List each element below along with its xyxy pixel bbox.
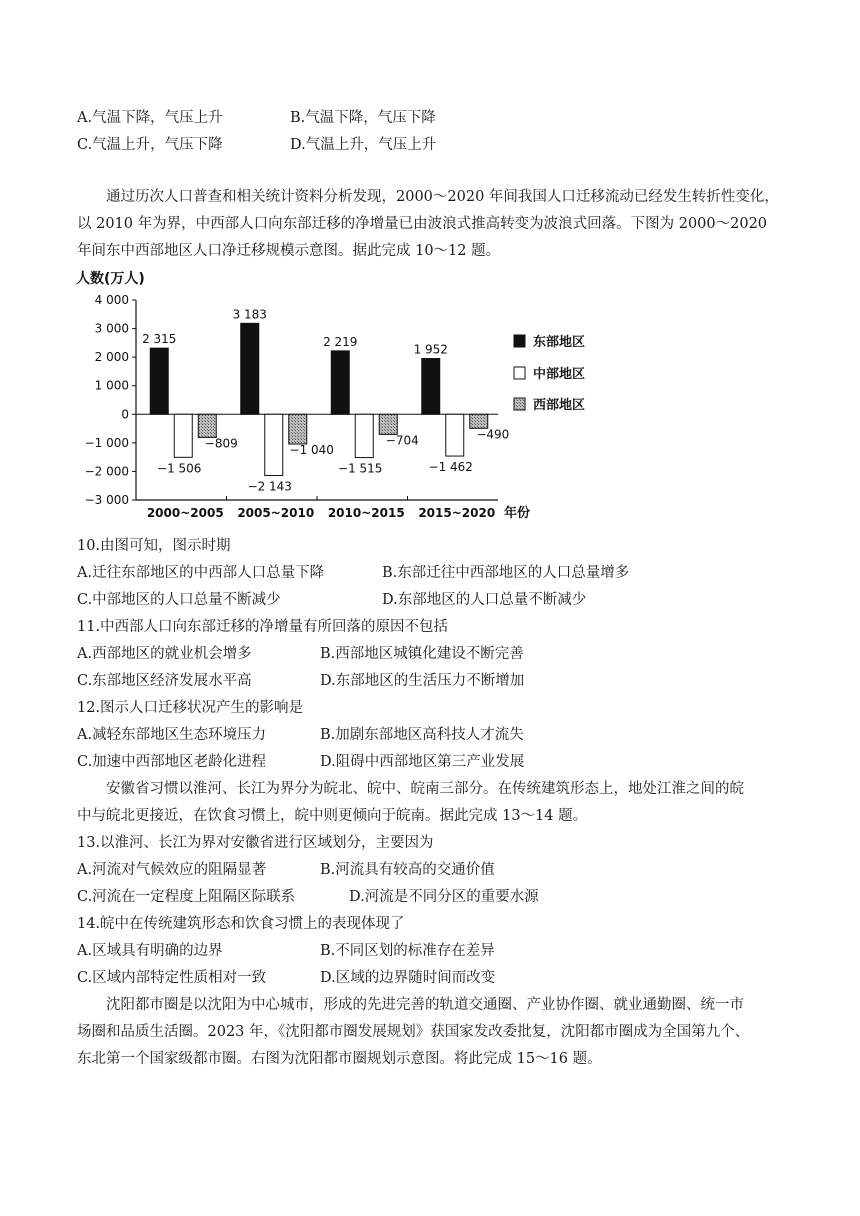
q11-option-d: D.东部地区的生活压力不断增加 [320,673,525,689]
q9-option-c: C.气温上升，气压下降 [77,137,223,153]
bar-east [422,359,440,415]
q10-option-a: A.迁往东部地区的中西部人口总量下降 [77,565,325,581]
legend-label: 中部地区 [533,367,586,382]
passage2-line1: 安徽省习惯以淮河、长江为界分为皖北、皖中、皖南三部分。在传统建筑形态上，地处江淮之间的皖 [106,781,744,797]
x-tick-label: 2000~2005 [146,506,224,520]
y-axis-title: 人数(万人) [76,271,145,287]
y-tick-label: −2 000 [84,464,129,479]
x-tick-label: 2015~2020 [418,506,496,520]
q12-option-b: B.加剧东部地区高科技人才流失 [320,727,524,743]
q13-stem: 13.以淮河、长江为界对安徽省进行区域划分，主要因为 [77,835,434,851]
bar-central [174,414,192,457]
q12-option-c: C.加速中西部地区老龄化进程 [77,754,267,770]
data-label: 3 183 [232,307,267,322]
q13-option-c: C.河流在一定程度上阻隔区际联系 [77,889,296,905]
x-tick-label: 2010~2015 [327,506,405,520]
passage2-line2: 中与皖北更接近，在饮食习惯上，皖中则更倾向于皖南。据此完成 13～14 题。 [77,808,588,824]
passage1-line2: 以 2010 年为界，中西部人口向东部迁移的净增量已由波浪式推高转变为波浪式回落。下图为 2000～2020 [77,216,768,232]
data-label: −809 [204,436,238,451]
y-tick-label: 0 [121,407,129,422]
q10-option-b: B.东部迁往中西部地区的人口总量增多 [382,565,630,581]
data-label: 2 315 [142,332,177,347]
passage1-line1: 通过历次人口普查和相关统计资料分析发现，2000～2020 年间我国人口迁移流动已经发生转折性变化， [106,189,779,205]
q14-option-a: A.区域具有明确的边界 [77,943,223,959]
bar-east [241,323,259,414]
passage3-line1: 沈阳都市圈是以沈阳为中心城市，形成的先进完善的轨道交通圈、产业协作圈、就业通勤圈、统一市 [106,997,744,1013]
data-label: −2 143 [247,479,292,494]
y-tick-label: 1 000 [94,378,129,393]
q11-stem: 11.中西部人口向东部迁移的净增量有所回落的原因不包括 [77,619,449,635]
x-tick-label: 2005~2010 [237,506,315,520]
data-label: −1 515 [338,461,383,476]
q14-option-d: D.区域的边界随时间而改变 [320,970,496,986]
y-tick-label: 4 000 [94,293,129,307]
q12-option-a: A.减轻东部地区生态环境压力 [77,727,267,743]
bar-west [379,414,397,434]
q9-option-b: B.气温下降，气压下降 [290,110,436,126]
q12-option-d: D.阻碍中西部地区第三产业发展 [320,754,525,770]
q13-option-d: D.河流是不同分区的重要水源 [349,889,539,905]
legend-swatch [514,335,525,347]
data-label: −1 040 [289,443,334,457]
legend-label: 东部地区 [533,335,586,350]
q14-option-c: C.区域内部特定性质相对一致 [77,970,267,986]
data-label: 1 952 [413,342,448,357]
y-tick-label: −3 000 [84,493,129,507]
data-label: −490 [476,427,510,442]
x-axis-title: 年份 [504,506,531,521]
bar-west [470,414,488,428]
q11-option-a: A.西部地区的就业机会增多 [77,646,252,662]
q9-option-d: D.气温上升，气压上升 [290,137,437,153]
legend-swatch [514,367,525,379]
data-label: −704 [385,433,419,448]
passage3-line3: 东北第一个国家级都市圈。右图为沈阳都市圈规划示意图。将此完成 15～16 题。 [77,1051,602,1067]
y-tick-label: 3 000 [94,321,129,336]
q10-option-c: C.中部地区的人口总量不断减少 [77,592,281,608]
passage3-line2: 场圈和品质生活圈。2023 年，《沈阳都市圈发展规划》获国家发改委批复，沈阳都市圈成为全国第九个、 [77,1024,750,1040]
y-tick-label: 2 000 [94,350,129,365]
bar-central [355,414,373,457]
q14-stem: 14.皖中在传统建筑形态和饮食习惯上的表现体现了 [77,916,405,932]
q13-option-a: A.河流对气候效应的阻隔显著 [77,862,267,878]
legend-label: 西部地区 [533,398,586,413]
q13-option-b: B.河流具有较高的交通价值 [320,862,495,878]
q11-option-b: B.西部地区城镇化建设不断完善 [320,646,524,662]
q14-option-b: B.不同区划的标准存在差异 [320,943,495,959]
q10-option-d: D.东部地区的人口总量不断减少 [382,592,587,608]
legend-swatch [514,398,525,410]
bar-east [150,348,168,414]
bar-west [198,414,216,437]
bar-east [331,351,349,414]
bar-central [265,414,283,475]
bar-west [289,414,307,444]
y-tick-label: −1 000 [84,435,129,450]
q11-option-c: C.东部地区经济发展水平高 [77,673,252,689]
data-label: −1 506 [157,461,202,476]
bar-central [446,414,464,456]
q10-stem: 10.由图可知，图示时期 [77,538,231,554]
data-label: −1 462 [428,460,473,475]
migration-bar-chart [70,265,630,527]
passage1-line3: 年间东中西部地区人口净迁移规模示意图。据此完成 10～12 题。 [77,243,501,259]
q9-option-a: A.气温下降，气压上升 [77,110,223,126]
q12-stem: 12.图示人口迁移状况产生的影响是 [77,700,304,716]
data-label: 2 219 [323,334,358,349]
